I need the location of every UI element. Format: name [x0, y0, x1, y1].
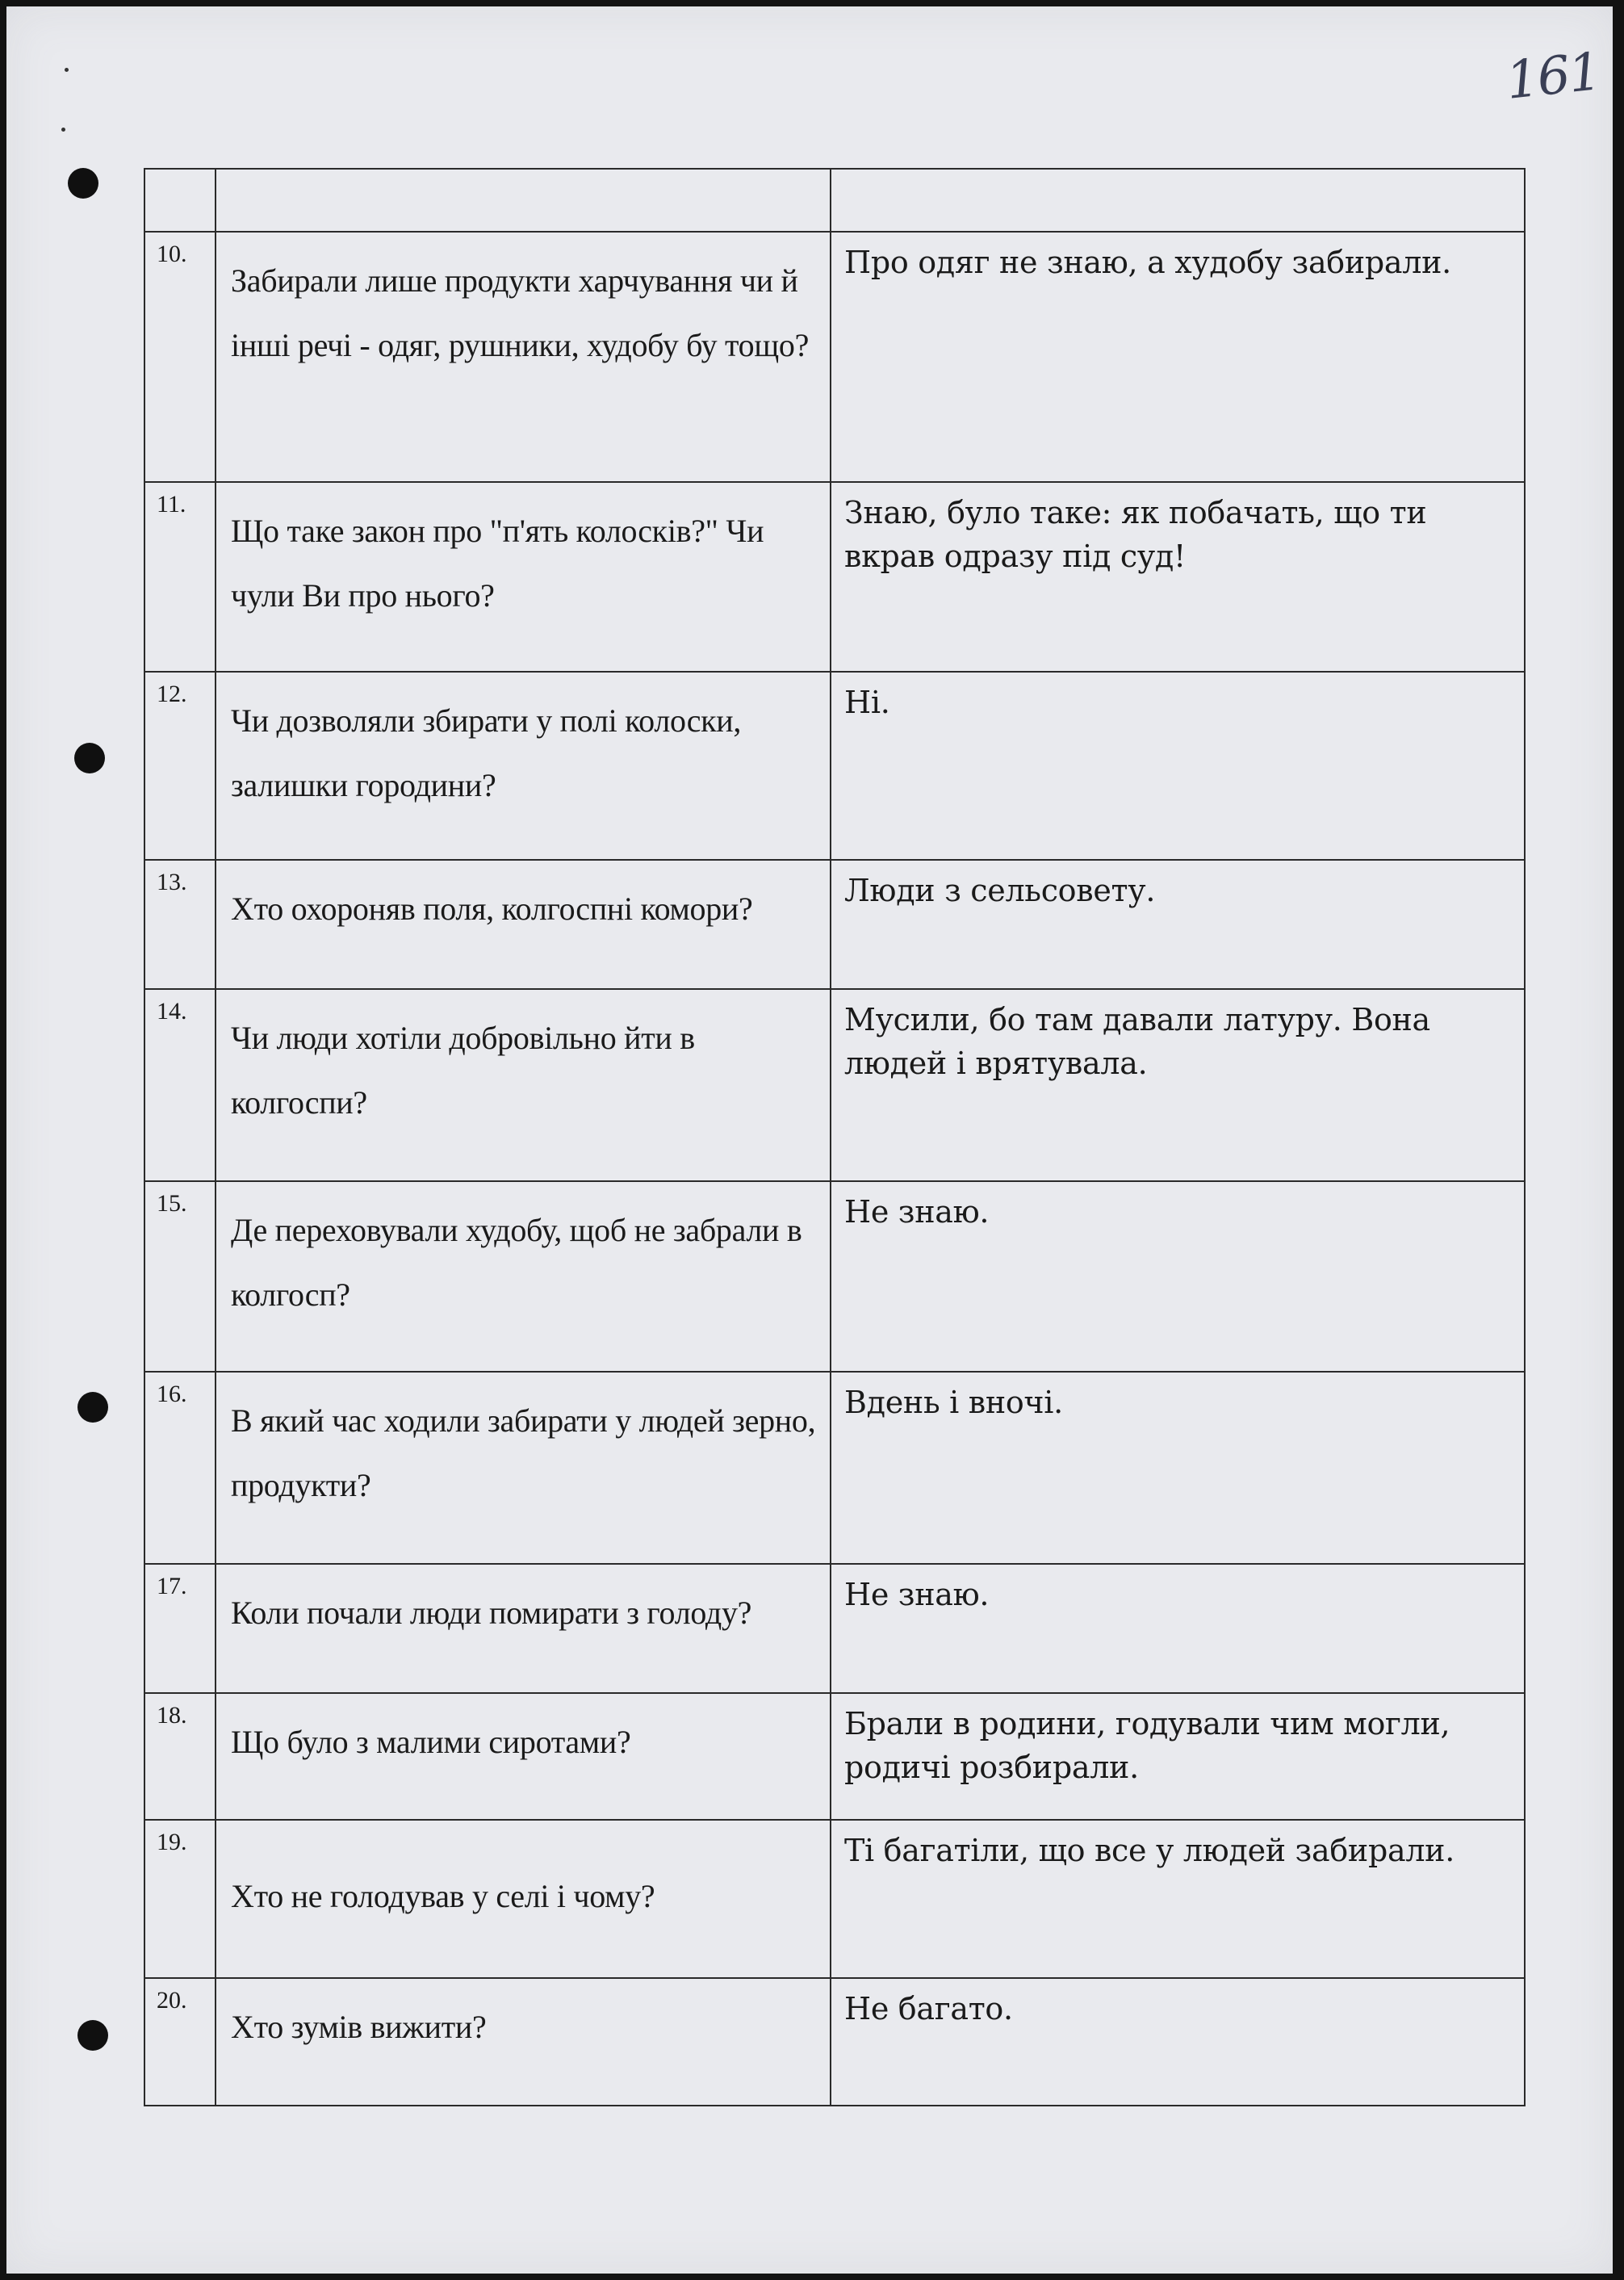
- answer-text: Ті багатіли, що все у людей забирали.: [831, 1820, 1525, 1978]
- table-row: [144, 989, 1525, 1181]
- speck: [61, 128, 65, 132]
- table-row: [144, 860, 1525, 989]
- row-number: 20.: [144, 1978, 216, 2106]
- binder-hole: [77, 1392, 108, 1423]
- table-row: [144, 232, 1525, 482]
- document-page: [6, 6, 1613, 2274]
- header-cell-answer: [831, 169, 1525, 232]
- question-text: Чи люди хотіли добровільно йти в колгоспи?: [216, 989, 831, 1181]
- question-text: Хто не голодував у селі і чому?: [216, 1820, 831, 1978]
- table-row: [144, 482, 1525, 672]
- answer-text: Брали в родини, годували чим могли, родичі розбирали.: [831, 1693, 1525, 1820]
- row-number: 10.: [144, 232, 216, 482]
- answer-text: Знаю, було таке: як побачать, що ти вкрав одразу під суд!: [831, 482, 1525, 672]
- header-cell-question: [216, 169, 831, 232]
- table-row: [144, 1978, 1525, 2106]
- answer-text: Люди з сельсовету.: [831, 860, 1525, 989]
- row-number: 17.: [144, 1564, 216, 1693]
- question-text: Хто зумів вижити?: [216, 1978, 831, 2106]
- answer-text: Вдень і вночі.: [831, 1372, 1525, 1564]
- table-row: [144, 1181, 1525, 1372]
- row-number: 15.: [144, 1181, 216, 1372]
- answer-text: Ні.: [831, 672, 1525, 860]
- table-row: [144, 1693, 1525, 1820]
- row-number: 19.: [144, 1820, 216, 1978]
- answer-text: Не знаю.: [831, 1181, 1525, 1372]
- answer-text: Не знаю.: [831, 1564, 1525, 1693]
- table-row: [144, 1372, 1525, 1564]
- questionnaire-table: [144, 168, 1526, 2106]
- question-text: В який час ходили забирати у людей зерно, продукти?: [216, 1372, 831, 1564]
- question-text: Де переховували худобу, щоб не забрали в колгосп?: [216, 1181, 831, 1372]
- row-number: 14.: [144, 989, 216, 1181]
- header-cell-number: [144, 169, 216, 232]
- question-text: Хто охороняв поля, колгоспні комори?: [216, 860, 831, 989]
- speck: [65, 68, 69, 72]
- binder-hole: [74, 743, 105, 773]
- binder-hole: [68, 168, 98, 199]
- question-text: Коли почали люди помирати з голоду?: [216, 1564, 831, 1693]
- handwritten-page-number: 161: [1503, 42, 1603, 111]
- row-number: 16.: [144, 1372, 216, 1564]
- row-number: 13.: [144, 860, 216, 989]
- question-text: Забирали лише продукти харчування чи й інші речі - одяг, рушники, худобу бу тощо?: [216, 232, 831, 482]
- header-row: [144, 169, 1525, 232]
- question-text: Що таке закон про "п'ять колосків?" Чи чули Ви про нього?: [216, 482, 831, 672]
- answer-text: Про одяг не знаю, а худобу забирали.: [831, 232, 1525, 482]
- answer-text: Не багато.: [831, 1978, 1525, 2106]
- answer-text: Мусили, бо там давали латуру. Вона людей і врятувала.: [831, 989, 1525, 1181]
- table-row: [144, 672, 1525, 860]
- table-row: [144, 1820, 1525, 1978]
- table-row: [144, 1564, 1525, 1693]
- binder-hole: [77, 2020, 108, 2051]
- row-number: 12.: [144, 672, 216, 860]
- row-number: 18.: [144, 1693, 216, 1820]
- question-text: Що було з малими сиротами?: [216, 1693, 831, 1820]
- question-text: Чи дозволяли збирати у полі колоски, залишки городини?: [216, 672, 831, 860]
- row-number: 11.: [144, 482, 216, 672]
